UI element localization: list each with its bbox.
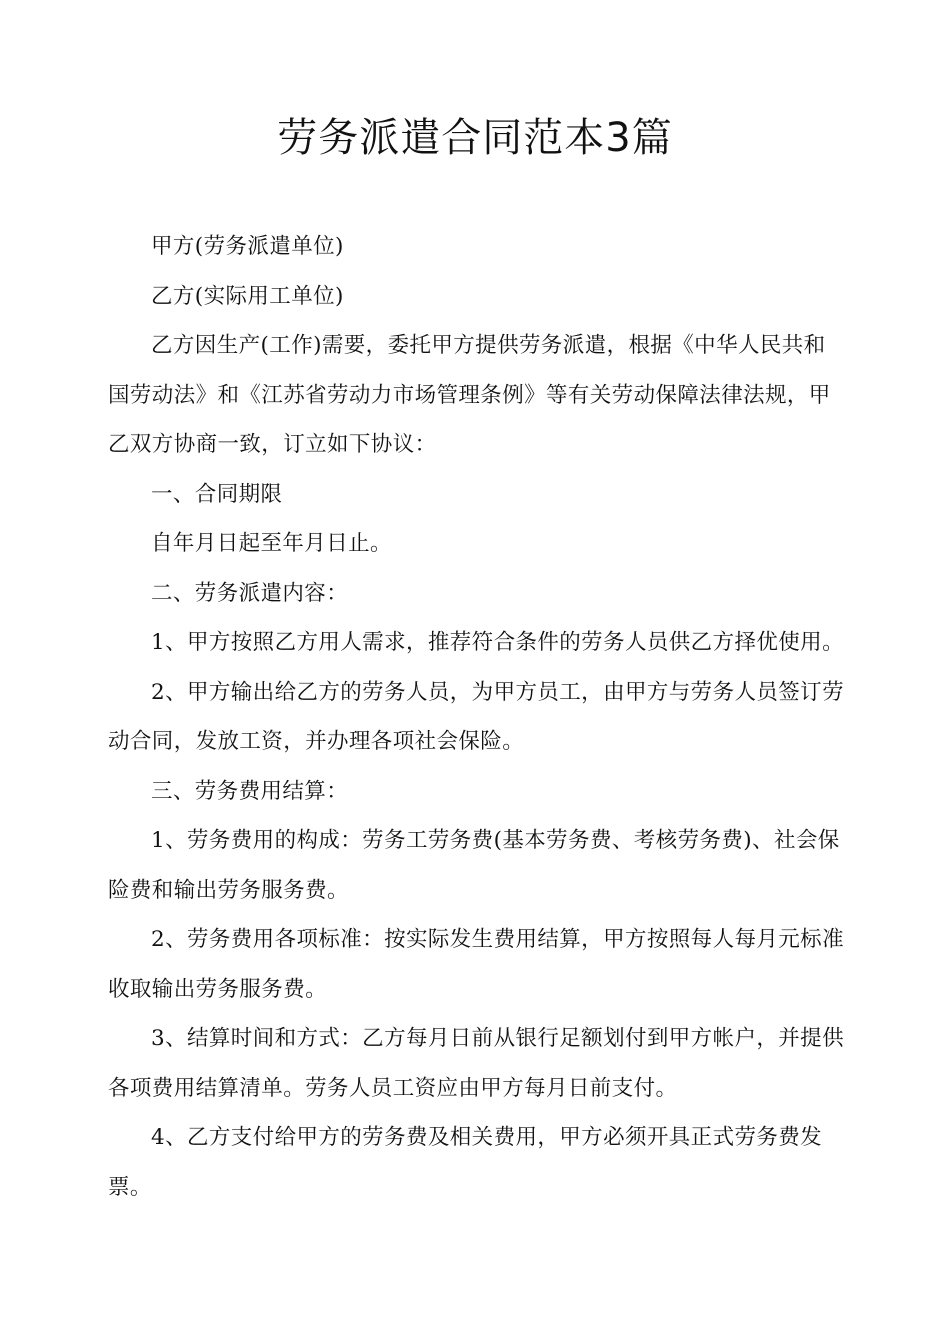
paragraph-fees-1: 1、劳务费用的构成：劳务工劳务费(基本劳务费、考核劳务费)、社会保险费和输出劳务服务费。 (108, 828, 840, 903)
paragraph-fees-2: 2、劳务费用各项标准：按实际发生费用结算，甲方按照每人每月元标准收取输出劳务服务费。 (108, 927, 844, 1002)
document-title: 劳务派遣合同范本3篇 (277, 115, 673, 161)
paragraph-party-a: 甲方(劳务派遣单位) (151, 234, 344, 259)
section-heading-content: 二、劳务派遣内容： (151, 580, 349, 606)
paragraph-term: 自年月日起至年月日止。 (151, 531, 392, 556)
paragraph-fees-3: 3、结算时间和方式：乙方每月日前从银行足额划付到甲方帐户，并提供各项费用结算清单。劳务人员工资应由甲方每月日前支付。 (108, 1026, 844, 1101)
paragraph-preamble: 乙方因生产(工作)需要，委托甲方提供劳务派遣，根据《中华人民共和国劳动法》和《江苏省劳动力市场管理条例》等有关劳动保障法律法规，甲乙双方协商一致，订立如下协议： (108, 333, 831, 457)
paragraph-content-2: 2、甲方输出给乙方的劳务人员，为甲方员工，由甲方与劳务人员签订劳动合同，发放工资，并办理各项社会保险。 (108, 679, 844, 754)
section-heading-term: 一、合同期限 (151, 481, 283, 507)
paragraph-content-1: 1、甲方按照乙方用人需求，推荐符合条件的劳务人员供乙方择优使用。 (151, 630, 844, 655)
section-heading-fees: 三、劳务费用结算： (151, 778, 349, 804)
document-body (108, 222, 844, 1212)
paragraph-party-b: 乙方(实际用工单位) (151, 283, 344, 309)
paragraph-fees-4: 4、乙方支付给甲方的劳务费及相关费用，甲方必须开具正式劳务费发票。 (108, 1125, 823, 1200)
